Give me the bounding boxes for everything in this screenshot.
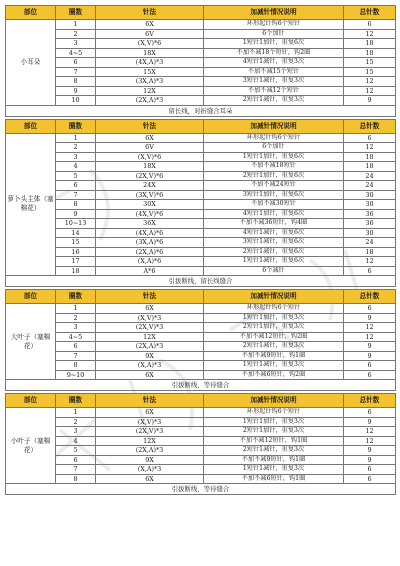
round-cell: 9 [56, 86, 96, 96]
description-cell: 1短针1减针，重复3次 [204, 465, 344, 475]
note-row [6, 484, 396, 495]
header-description: 加减针情况说明 [204, 394, 344, 408]
total-cell: 6 [344, 361, 396, 371]
round-cell: 1 [56, 304, 96, 314]
table-row [6, 266, 396, 276]
stitch-cell: 6X [96, 133, 204, 143]
header-row [6, 394, 396, 408]
total-cell: 6 [344, 474, 396, 484]
header-round: 圈数 [56, 394, 96, 408]
table-row [6, 342, 396, 352]
header-stitch: 针法 [96, 394, 204, 408]
stitch-cell: (X,V)*3 [96, 417, 204, 427]
round-cell: 7 [56, 67, 96, 77]
total-cell: 9 [344, 342, 396, 352]
description-cell: 2短针1减针，重复3次 [204, 96, 344, 106]
round-cell: 6 [56, 58, 96, 68]
stitch-cell: 12X [96, 86, 204, 96]
description-cell: 1短针1减针，重复3次 [204, 361, 344, 371]
section-note: 留长线，对折缝合耳朵 [6, 105, 396, 116]
stitch-cell: (2X,A)*3 [96, 342, 204, 352]
table-row [6, 20, 396, 30]
round-cell: 9 [56, 209, 96, 219]
header-description: 加减针情况说明 [204, 119, 344, 133]
round-cell: 15 [56, 238, 96, 248]
header-stitch: 针法 [96, 6, 204, 20]
note-row [6, 105, 396, 116]
total-cell: 12 [344, 323, 396, 333]
table-row [6, 133, 396, 143]
total-cell: 9 [344, 351, 396, 361]
description-cell: 2短针1减针，重复6次 [204, 247, 344, 257]
stitch-cell: (4X,V)*6 [96, 209, 204, 219]
table-row [6, 219, 396, 229]
header-stitch: 针法 [96, 290, 204, 304]
description-cell: 不加不减9短针，钩1圈 [204, 351, 344, 361]
round-cell: 4~5 [56, 48, 96, 58]
total-cell: 24 [344, 181, 396, 191]
description-cell: 环形起针钩6个短针 [204, 133, 344, 143]
total-cell: 12 [344, 427, 396, 437]
round-cell: 2 [56, 29, 96, 39]
stitch-cell: 6X [96, 408, 204, 418]
description-cell: 不加不减18个短针，钩2圈 [204, 48, 344, 58]
description-cell: 1短针1减针，重复6次 [204, 257, 344, 267]
stitch-cell: (X,A)*3 [96, 361, 204, 371]
section-note: 引拔断线，等待缝合 [6, 380, 396, 391]
table-row [6, 171, 396, 181]
part-name-cell: 大叶子（塞棉花） [6, 304, 56, 380]
stitch-cell: 6V [96, 143, 204, 153]
description-cell: 6个加针 [204, 29, 344, 39]
stitch-cell: (X,V)*6 [96, 39, 204, 49]
description-cell: 不加不减9短针，钩1圈 [204, 455, 344, 465]
round-cell: 8 [56, 77, 96, 87]
round-cell: 10~13 [56, 219, 96, 229]
description-cell: 不加不减12短针，钩1圈 [204, 436, 344, 446]
stitch-cell: 24X [96, 181, 204, 191]
table-row [6, 162, 396, 172]
stitch-cell: (2X,V)*3 [96, 427, 204, 437]
total-cell: 12 [344, 257, 396, 267]
table-row [6, 48, 396, 58]
description-cell: 6个加针 [204, 143, 344, 153]
table-row [6, 370, 396, 380]
header-total: 总针数 [344, 6, 396, 20]
round-cell: 3 [56, 39, 96, 49]
round-cell: 6 [56, 342, 96, 352]
description-cell: 3短针1减针，重复6次 [204, 238, 344, 248]
total-cell: 15 [344, 67, 396, 77]
stitch-cell: (4X,A)*3 [96, 58, 204, 68]
stitch-cell: 36X [96, 219, 204, 229]
total-cell: 36 [344, 219, 396, 229]
total-cell: 6 [344, 408, 396, 418]
description-cell: 2短针1减针，重复3次 [204, 446, 344, 456]
round-cell: 3 [56, 427, 96, 437]
total-cell: 12 [344, 143, 396, 153]
stitch-cell: 18X [96, 48, 204, 58]
round-cell: 3 [56, 323, 96, 333]
round-cell: 6 [56, 181, 96, 191]
stitch-cell: 30X [96, 200, 204, 210]
stitch-cell: (2X,A)*3 [96, 96, 204, 106]
table-row [6, 152, 396, 162]
table-row [6, 427, 396, 437]
round-cell: 2 [56, 417, 96, 427]
pattern-sheet [5, 5, 395, 495]
round-cell: 18 [56, 266, 96, 276]
section-note: 引拔断线，留长线缝合 [6, 276, 396, 287]
table-row [6, 436, 396, 446]
description-cell: 1短针1加针，重复3次 [204, 313, 344, 323]
table-row [6, 257, 396, 267]
header-stitch: 针法 [96, 119, 204, 133]
description-cell: 不加不减6短针，钩1圈 [204, 474, 344, 484]
total-cell: 18 [344, 162, 396, 172]
total-cell: 9 [344, 455, 396, 465]
table-row [6, 361, 396, 371]
round-cell: 9~10 [56, 370, 96, 380]
table-row [6, 39, 396, 49]
description-cell: 不加不减18短针 [204, 162, 344, 172]
description-cell: 不加不减30短针 [204, 200, 344, 210]
total-cell: 12 [344, 332, 396, 342]
table-row [6, 228, 396, 238]
total-cell: 18 [344, 48, 396, 58]
round-cell: 7 [56, 190, 96, 200]
table-row [6, 86, 396, 96]
stitch-cell: 6X [96, 20, 204, 30]
stitch-cell: (X,V)*6 [96, 152, 204, 162]
round-cell: 4 [56, 162, 96, 172]
stitch-cell: 12X [96, 436, 204, 446]
total-cell: 24 [344, 171, 396, 181]
stitch-cell: (2X,V)*6 [96, 171, 204, 181]
header-row [6, 6, 396, 20]
total-cell: 30 [344, 190, 396, 200]
total-cell: 9 [344, 96, 396, 106]
table-row [6, 247, 396, 257]
round-cell: 2 [56, 313, 96, 323]
header-row [6, 290, 396, 304]
table-row [6, 465, 396, 475]
table-row [6, 58, 396, 68]
header-part: 部位 [6, 119, 56, 133]
stitch-cell: (3X,V)*6 [96, 190, 204, 200]
stitch-cell: (2X,A)*3 [96, 446, 204, 456]
part-name-cell: 萝卜头主体（塞棉花） [6, 133, 56, 276]
table-row [6, 200, 396, 210]
description-cell: 不加不减12个短针 [204, 86, 344, 96]
header-part: 部位 [6, 290, 56, 304]
table-row [6, 313, 396, 323]
stitch-cell: 6V [96, 29, 204, 39]
stitch-cell: (2X,A)*6 [96, 247, 204, 257]
header-round: 圈数 [56, 119, 96, 133]
table-row [6, 67, 396, 77]
description-cell: 2短针1加针，重复3次 [204, 323, 344, 333]
stitch-cell: (X,A)*6 [96, 257, 204, 267]
stitch-cell: 15X [96, 67, 204, 77]
header-total: 总针数 [344, 394, 396, 408]
description-cell: 4短针1加针，重复6次 [204, 209, 344, 219]
table-row [6, 190, 396, 200]
table-row [6, 323, 396, 333]
total-cell: 18 [344, 39, 396, 49]
total-cell: 6 [344, 266, 396, 276]
total-cell: 18 [344, 152, 396, 162]
stitch-cell: (3X,A)*6 [96, 238, 204, 248]
round-cell: 4~5 [56, 332, 96, 342]
round-cell: 10 [56, 96, 96, 106]
description-cell: 不加不减24短针 [204, 181, 344, 191]
stitch-cell: A*6 [96, 266, 204, 276]
header-part: 部位 [6, 394, 56, 408]
total-cell: 6 [344, 20, 396, 30]
total-cell: 18 [344, 247, 396, 257]
description-cell: 6个减针 [204, 266, 344, 276]
description-cell: 不加不减12短针，钩2圈 [204, 332, 344, 342]
table-row [6, 474, 396, 484]
table-row [6, 209, 396, 219]
stitch-cell: (X,V)*3 [96, 313, 204, 323]
table-row [6, 29, 396, 39]
round-cell: 1 [56, 20, 96, 30]
round-cell: 14 [56, 228, 96, 238]
header-round: 圈数 [56, 6, 96, 20]
table-row [6, 77, 396, 87]
header-description: 加减针情况说明 [204, 290, 344, 304]
total-cell: 6 [344, 133, 396, 143]
section-note: 引拔断线，等待缝合 [6, 484, 396, 495]
table-row [6, 455, 396, 465]
table-row [6, 332, 396, 342]
round-cell: 4 [56, 436, 96, 446]
table-row [6, 238, 396, 248]
description-cell: 不加不减6短针，钩2圈 [204, 370, 344, 380]
stitch-cell: 6X [96, 474, 204, 484]
total-cell: 12 [344, 436, 396, 446]
table-row [6, 417, 396, 427]
table-row [6, 408, 396, 418]
description-cell: 2短针1加针，重复3次 [204, 427, 344, 437]
description-cell: 环形起针钩6个短针 [204, 304, 344, 314]
description-cell: 3短针1减针，重复3次 [204, 77, 344, 87]
round-cell: 6 [56, 455, 96, 465]
round-cell: 8 [56, 200, 96, 210]
part-name-cell: 小叶子（塞棉花） [6, 408, 56, 484]
round-cell: 5 [56, 171, 96, 181]
stitch-cell: 6X [96, 304, 204, 314]
part-name-cell: 小耳朵 [6, 20, 56, 106]
header-round: 圈数 [56, 290, 96, 304]
total-cell: 6 [344, 370, 396, 380]
description-cell: 1短针1加针，重复3次 [204, 417, 344, 427]
round-cell: 7 [56, 465, 96, 475]
description-cell: 环形起针钩6个短针 [204, 20, 344, 30]
header-total: 总针数 [344, 290, 396, 304]
description-cell: 4短针1减针，重复6次 [204, 228, 344, 238]
round-cell: 8 [56, 474, 96, 484]
total-cell: 24 [344, 238, 396, 248]
table-row [6, 351, 396, 361]
total-cell: 6 [344, 304, 396, 314]
total-cell: 30 [344, 200, 396, 210]
note-row [6, 276, 396, 287]
total-cell: 12 [344, 77, 396, 87]
description-cell: 不加不减36短针，钩4圈 [204, 219, 344, 229]
total-cell: 30 [344, 228, 396, 238]
description-cell: 4短针1减针，重复3次 [204, 58, 344, 68]
round-cell: 5 [56, 446, 96, 456]
total-cell: 36 [344, 209, 396, 219]
stitch-cell: 18X [96, 162, 204, 172]
round-cell: 17 [56, 257, 96, 267]
total-cell: 9 [344, 417, 396, 427]
description-cell: 环形起针钩6个短针 [204, 408, 344, 418]
description-cell: 不加不减15个短针 [204, 67, 344, 77]
table-row [6, 96, 396, 106]
stitch-cell: 12X [96, 332, 204, 342]
note-row [6, 380, 396, 391]
round-cell: 1 [56, 133, 96, 143]
total-cell: 9 [344, 313, 396, 323]
table-row [6, 304, 396, 314]
total-cell: 12 [344, 29, 396, 39]
round-cell: 2 [56, 143, 96, 153]
stitch-cell: (2X,V)*3 [96, 323, 204, 333]
stitch-cell: 9X [96, 455, 204, 465]
stitch-cell: (3X,A)*3 [96, 77, 204, 87]
total-cell: 9 [344, 446, 396, 456]
header-part: 部位 [6, 6, 56, 20]
description-cell: 1短针1加针，重复6次 [204, 39, 344, 49]
crochet-pattern-table [5, 5, 396, 495]
round-cell: 16 [56, 247, 96, 257]
stitch-cell: (4X,A)*6 [96, 228, 204, 238]
header-description: 加减针情况说明 [204, 6, 344, 20]
total-cell: 6 [344, 465, 396, 475]
description-cell: 1短针1加针，重复6次 [204, 152, 344, 162]
table-row [6, 143, 396, 153]
stitch-cell: (X,A)*3 [96, 465, 204, 475]
header-row [6, 119, 396, 133]
round-cell: 7 [56, 351, 96, 361]
round-cell: 1 [56, 408, 96, 418]
table-row [6, 181, 396, 191]
description-cell: 2短针1加针，重复6次 [204, 171, 344, 181]
header-total: 总针数 [344, 119, 396, 133]
round-cell: 3 [56, 152, 96, 162]
total-cell: 12 [344, 86, 396, 96]
round-cell: 8 [56, 361, 96, 371]
stitch-cell: 6X [96, 370, 204, 380]
description-cell: 3短针1加针，重复6次 [204, 190, 344, 200]
description-cell: 2短针1减针，重复3次 [204, 342, 344, 352]
table-row [6, 446, 396, 456]
total-cell: 15 [344, 58, 396, 68]
stitch-cell: 9X [96, 351, 204, 361]
